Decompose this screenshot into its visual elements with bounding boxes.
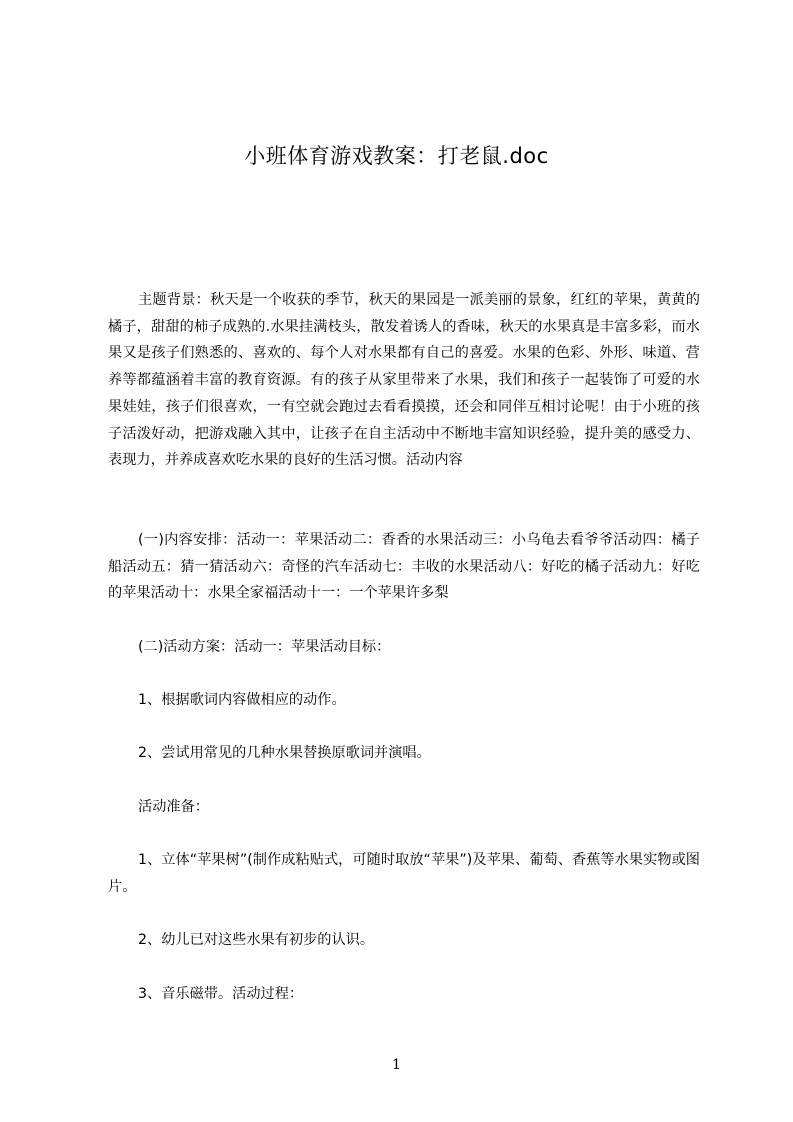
paragraph-activity-plan: (二)活动方案：活动一：苹果活动目标： xyxy=(138,639,391,655)
paragraph-preparation-2: 2、幼儿已对这些水果有初步的认识。 xyxy=(138,932,375,948)
paragraph-preparation-3: 3、音乐磁带。活动过程： xyxy=(138,986,304,1002)
paragraph-goal-2: 2、尝试用常见的几种水果替换原歌词并演唱。 xyxy=(138,745,431,761)
document-title: 小班体育游戏教案：打老鼠.doc xyxy=(244,144,549,168)
paragraph-content-arrangement: (一)内容安排：活动一：苹果活动二：香香的水果活动三：小乌龟去看爷爷活动四：橘子船活动五：猜一猜活动六：奇怪的汽车活动七：丰收的水果活动八：好吃的橘子活动九：好吃的苹果活动十：水果全家福活动十一：一个苹果许多梨 xyxy=(108,532,700,602)
page-number: 1 xyxy=(392,1057,401,1073)
paragraph-preparation-1: 1、立体“苹果树”(制作成粘贴式，可随时取放“苹果”)及苹果、葡萄、香蕉等水果实物或图片。 xyxy=(108,852,700,895)
paragraph-goal-1: 1、根据歌词内容做相应的动作。 xyxy=(138,692,346,708)
paragraph-theme-background: 主题背景：秋天是一个收获的季节，秋天的果园是一派美丽的景象，红红的苹果，黄黄的橘子，甜甜的柿子成熟的.水果挂满枝头，散发着诱人的香味，秋天的水果真是丰富多彩，而水果又是孩子们熟悉的、喜欢的、每个人对水果都有自己的喜爱。水果的色彩、外形、味道、营养等都蕴涵着丰富的教育资源。有的孩子从家里带来了水果，我们和孩子一起装饰了可爱的水果娃娃，孩子们很喜欢，一有空就会跑过去看看摸摸，还会和同伴互相讨论呢！由于小班的孩子活泼好动，把游戏融入其中，让孩子在自主活动中不断地丰富知识经验，提升美的感受力、表现力，并养成喜欢吃水果的良好的生活习惯。活动内容 xyxy=(108,292,700,469)
paragraph-preparation-heading: 活动准备： xyxy=(138,799,209,815)
